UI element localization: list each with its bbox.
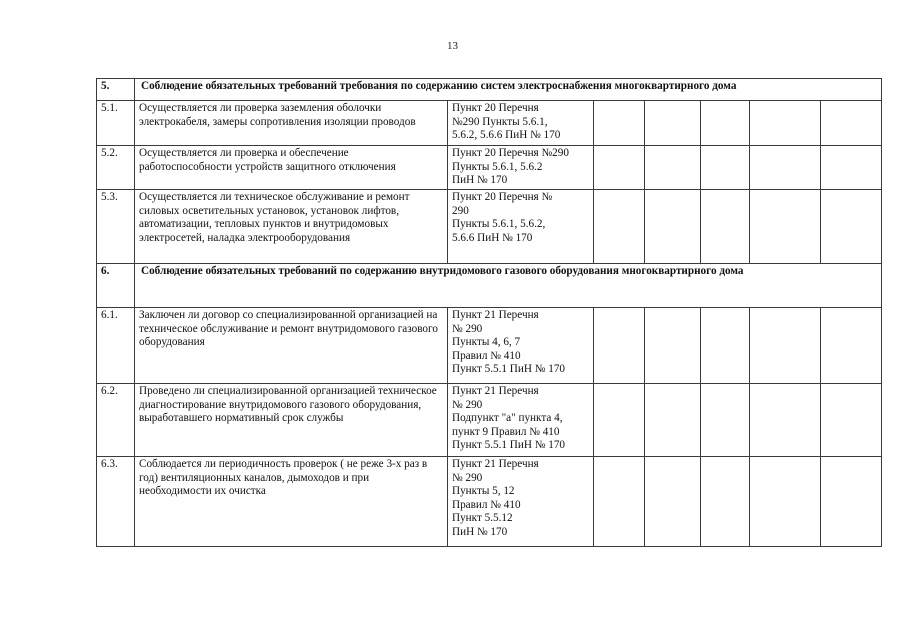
empty-cell — [701, 190, 750, 264]
item-reference — [448, 101, 594, 146]
empty-cell — [594, 190, 645, 264]
requirements-checklist-table — [96, 78, 882, 547]
item-question: Проведено ли специализированной организацией техническое диагностирование внутридомового газового оборудования, выработавшего нормативный срок службы — [135, 384, 448, 457]
reference-line: Пункты 5, 12 — [452, 485, 515, 498]
item-reference — [448, 308, 594, 384]
item-reference — [448, 190, 594, 264]
reference-line: ПиН № 170 — [452, 525, 508, 538]
reference-line: Пункт 5.5.12 — [452, 512, 513, 525]
reference-line: Пункт 20 Перечня №290 — [452, 147, 569, 159]
empty-cell — [645, 101, 701, 146]
empty-cell — [750, 384, 821, 457]
reference-line: Пункты 5.6.1, 5.6.2, — [452, 218, 546, 231]
page-number: 13 — [447, 40, 458, 52]
section-number: 5. — [97, 79, 135, 101]
item-question: Соблюдается ли периодичность проверок ( не реже 3-х раз в год) вентиляционных каналов, дымоходов и при необходимости их очистка — [135, 457, 448, 547]
reference-line: Пункты 5.6.1, 5.6.2 — [452, 160, 543, 173]
item-number: 6.3. — [97, 457, 135, 547]
empty-cell — [645, 308, 701, 384]
table-row — [97, 101, 882, 146]
item-reference — [448, 146, 594, 190]
table-row — [97, 146, 882, 190]
empty-cell — [750, 457, 821, 547]
empty-cell — [821, 146, 882, 190]
empty-cell — [821, 101, 882, 146]
reference-line: Пункт 21 Перечня — [452, 458, 539, 470]
item-question: Осуществляется ли техническое обслуживание и ремонт силовых осветительных установок, установок лифтов, автоматизации, тепловых пунктов и внутридомовых электросетей, наладка электрооборудования — [135, 190, 448, 264]
empty-cell — [750, 308, 821, 384]
reference-line: № 290 — [452, 398, 483, 411]
reference-line: Пункт 20 Перечня № — [452, 191, 553, 203]
empty-cell — [821, 308, 882, 384]
empty-cell — [821, 190, 882, 264]
reference-line: 290 — [452, 204, 469, 217]
reference-line: ПиН № 170 — [452, 174, 508, 187]
empty-cell — [701, 146, 750, 190]
item-number: 5.1. — [97, 101, 135, 146]
reference-line: Подпункт "а" пункта 4, — [452, 412, 563, 425]
empty-cell — [645, 190, 701, 264]
reference-line: Пункт 5.5.1 ПиН № 170 — [452, 363, 566, 376]
section-number: 6. — [97, 264, 135, 308]
empty-cell — [750, 146, 821, 190]
empty-cell — [645, 384, 701, 457]
empty-cell — [645, 146, 701, 190]
empty-cell — [701, 308, 750, 384]
reference-line: пункт 9 Правил № 410 — [452, 425, 560, 438]
reference-line: Пункт 5.5.1 ПиН № 170 — [452, 439, 566, 452]
item-number: 5.2. — [97, 146, 135, 190]
empty-cell — [821, 384, 882, 457]
item-number: 6.2. — [97, 384, 135, 457]
table-row — [97, 457, 882, 547]
empty-cell — [645, 457, 701, 547]
section-header-6 — [97, 264, 882, 308]
table-row — [97, 308, 882, 384]
section-header-5 — [97, 79, 882, 101]
reference-line: Пункт 20 Перечня — [452, 102, 539, 114]
reference-line: №290 Пункты 5.6.1, — [452, 115, 548, 128]
empty-cell — [594, 384, 645, 457]
item-number: 5.3. — [97, 190, 135, 264]
empty-cell — [750, 190, 821, 264]
empty-cell — [594, 308, 645, 384]
item-reference — [448, 457, 594, 547]
empty-cell — [821, 457, 882, 547]
section-title: Соблюдение обязательных требований по содержанию внутридомового газового оборудования многоквартирного дома — [135, 264, 882, 308]
reference-line: № 290 — [452, 322, 483, 335]
empty-cell — [594, 146, 645, 190]
item-reference — [448, 384, 594, 457]
empty-cell — [701, 384, 750, 457]
reference-line: № 290 — [452, 471, 483, 484]
reference-line: Правил № 410 — [452, 349, 521, 362]
reference-line: 5.6.2, 5.6.6 ПиН № 170 — [452, 129, 561, 142]
section-title: Соблюдение обязательных требований требования по содержанию систем электроснабжения многоквартирного дома — [135, 79, 882, 101]
item-number: 6.1. — [97, 308, 135, 384]
empty-cell — [594, 457, 645, 547]
empty-cell — [750, 101, 821, 146]
reference-line: 5.6.6 ПиН № 170 — [452, 231, 533, 244]
table-row — [97, 384, 882, 457]
empty-cell — [701, 101, 750, 146]
empty-cell — [701, 457, 750, 547]
item-question: Заключен ли договор со специализированной организацией на техническое обслуживание и ремонт внутридомового газового оборудования — [135, 308, 448, 384]
reference-line: Пункт 21 Перечня — [452, 309, 539, 321]
empty-cell — [594, 101, 645, 146]
reference-line: Правил № 410 — [452, 498, 521, 511]
item-question: Осуществляется ли проверка заземления оболочки электрокабеля, замеры сопротивления изоляции проводов — [135, 101, 448, 146]
item-question: Осуществляется ли проверка и обеспечение работоспособности устройств защитного отключения — [135, 146, 448, 190]
reference-line: Пункт 21 Перечня — [452, 385, 539, 397]
table-row — [97, 190, 882, 264]
reference-line: Пункты 4, 6, 7 — [452, 336, 521, 349]
